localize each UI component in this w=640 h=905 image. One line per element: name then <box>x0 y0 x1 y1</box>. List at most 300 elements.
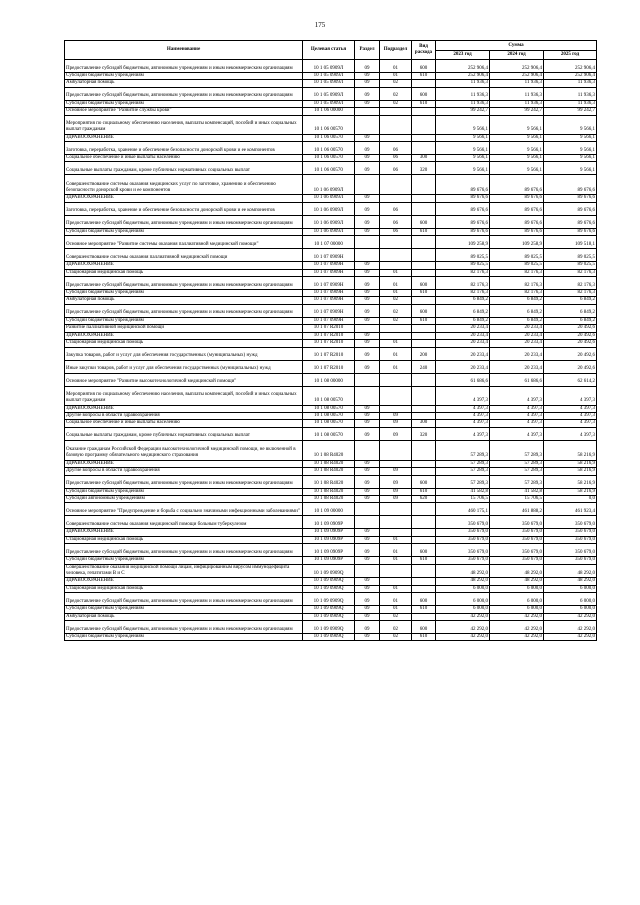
cell-sum-2024: 89 025,5 <box>490 249 544 262</box>
cell-article: 10 1 06 00570 <box>303 115 355 134</box>
cell-expense-type <box>412 195 436 202</box>
cell-name: Закупка товаров, работ и услуг для обеспечения государственных (муниципальных) нужд <box>65 347 303 360</box>
cell-subsection: 09 <box>380 468 412 475</box>
cell-sum-2023: 9 566,1 <box>436 142 490 155</box>
table-row <box>65 195 597 202</box>
table-row <box>65 488 597 495</box>
table-row <box>65 347 597 360</box>
header-subsection: Подраздел <box>380 41 412 60</box>
table-row <box>65 202 597 215</box>
cell-sum-2023: 41 582,8 <box>436 488 490 495</box>
cell-expense-type: 610 <box>412 488 436 495</box>
table-row <box>65 495 597 502</box>
table-row <box>65 269 597 276</box>
cell-sum-2025: 20 492,6 <box>544 325 597 332</box>
cell-name: Основное мероприятие "Развитие высокотехнологичной медицинской помощи" <box>65 373 303 386</box>
cell-sum-2025: 58 216,9 <box>544 460 597 467</box>
cell-article: 10 1 09 0909Q <box>303 578 355 585</box>
cell-name: Предоставление субсидий бюджетным, автономным учреждениям и иным некоммерческим организациям <box>65 304 303 317</box>
cell-sum-2023: 89 676,6 <box>436 215 490 228</box>
cell-name: Социальные выплаты гражданам, кроме публичных нормативных социальных выплат <box>65 427 303 440</box>
cell-sum-2025: 109 518,1 <box>544 236 597 249</box>
cell-section <box>355 249 380 262</box>
cell-expense-type <box>412 585 436 592</box>
cell-section: 09 <box>355 332 380 339</box>
cell-name: Социальные выплаты гражданам, кроме публичных нормативных социальных выплат <box>65 162 303 175</box>
cell-name: Предоставление субсидий бюджетным, автономным учреждениям и иным некоммерческим организациям <box>65 593 303 606</box>
table-row <box>65 162 597 175</box>
header-year-2025: 2025 год <box>544 51 597 60</box>
table-row <box>65 277 597 290</box>
cell-article: 10 1 08 R4020 <box>303 440 355 460</box>
cell-sum-2023: 89 676,6 <box>436 175 490 195</box>
cell-name: Предоставление субсидий бюджетным, автономным учреждениям и иным некоммерческим организациям <box>65 60 303 73</box>
cell-sum-2023: 20 233,4 <box>436 360 490 373</box>
cell-expense-type <box>412 405 436 412</box>
cell-sum-2023: 57 289,3 <box>436 460 490 467</box>
cell-name: Предоставление субсидий бюджетным, автономным учреждениям и иным некоммерческим организациям <box>65 87 303 100</box>
header-expense-type: Вид расхода <box>412 41 436 60</box>
cell-expense-type: 200 <box>412 347 436 360</box>
table-row <box>65 593 597 606</box>
cell-subsection: 06 <box>380 162 412 175</box>
cell-sum-2025: 6 849,2 <box>544 297 597 304</box>
cell-sum-2025: 89 676,6 <box>544 228 597 235</box>
cell-article: 10 1 05 0909Л <box>303 60 355 73</box>
cell-subsection: 01 <box>380 269 412 276</box>
table-row <box>65 405 597 412</box>
cell-subsection <box>380 332 412 339</box>
cell-name: Совершенствование системы оказания медицинских услуг по заготовке, хранению и обеспечению безопасности донорской крови и ее компонентов <box>65 175 303 195</box>
cell-name: ЗДРАВООХРАНЕНИЕ <box>65 134 303 141</box>
cell-subsection: 02 <box>380 304 412 317</box>
cell-sum-2023: 82 176,3 <box>436 290 490 297</box>
cell-subsection <box>380 440 412 460</box>
cell-sum-2024: 57 289,3 <box>490 468 544 475</box>
cell-sum-2024: 48 292,0 <box>490 564 544 578</box>
cell-sum-2023: 6 000,0 <box>436 593 490 606</box>
cell-name: Субсидии бюджетным учреждениям <box>65 606 303 613</box>
cell-sum-2023: 61 686,6 <box>436 373 490 386</box>
cell-expense-type <box>412 503 436 516</box>
cell-sum-2024: 11 936,3 <box>490 87 544 100</box>
cell-article: 10 1 09 0909Р <box>303 557 355 564</box>
cell-article: 10 1 08 R4020 <box>303 460 355 467</box>
table-row <box>65 236 597 249</box>
cell-sum-2025: 82 176,3 <box>544 269 597 276</box>
cell-name: ЗДРАВООХРАНЕНИЕ <box>65 405 303 412</box>
cell-section <box>355 386 380 405</box>
cell-expense-type <box>412 340 436 347</box>
cell-sum-2024: 252 906,4 <box>490 73 544 80</box>
cell-article: 10 1 09 0909Р <box>303 536 355 543</box>
cell-sum-2023: 350 679,0 <box>436 536 490 543</box>
cell-subsection: 02 <box>380 613 412 620</box>
table-row <box>65 73 597 80</box>
cell-sum-2024: 57 289,3 <box>490 460 544 467</box>
cell-article: 10 1 06 00570 <box>303 142 355 155</box>
cell-name: Амбулаторная помощь <box>65 80 303 87</box>
table-row <box>65 503 597 516</box>
cell-article: 10 1 06 0909Л <box>303 202 355 215</box>
cell-sum-2025: 9 566,1 <box>544 162 597 175</box>
cell-sum-2025: 58 216,9 <box>544 475 597 488</box>
cell-sum-2025: 82 176,3 <box>544 277 597 290</box>
cell-sum-2024: 57 289,3 <box>490 475 544 488</box>
table-row <box>65 297 597 304</box>
table-row <box>65 175 597 195</box>
cell-section: 09 <box>355 297 380 304</box>
cell-sum-2025: 42 292,0 <box>544 613 597 620</box>
cell-subsection <box>380 460 412 467</box>
cell-subsection: 06 <box>380 142 412 155</box>
cell-sum-2024: 9 566,1 <box>490 162 544 175</box>
cell-section: 09 <box>355 495 380 502</box>
cell-sum-2024: 350 679,0 <box>490 557 544 564</box>
header-year-2023: 2023 год <box>436 51 490 60</box>
cell-section: 09 <box>355 290 380 297</box>
cell-expense-type: 600 <box>412 87 436 100</box>
cell-sum-2023: 42 292,0 <box>436 613 490 620</box>
cell-sum-2024: 61 686,6 <box>490 373 544 386</box>
cell-sum-2025: 42 292,0 <box>544 621 597 634</box>
cell-article: 10 1 09 0909Q <box>303 606 355 613</box>
cell-name: Субсидии бюджетным учреждениям <box>65 100 303 107</box>
cell-sum-2025: 48 292,0 <box>544 578 597 585</box>
page-number: 175 <box>314 21 326 29</box>
table-header <box>65 41 597 60</box>
cell-name: Стационарная медицинская помощь <box>65 340 303 347</box>
cell-sum-2024: 9 566,1 <box>490 155 544 162</box>
cell-subsection: 02 <box>380 80 412 87</box>
cell-sum-2024: 6 849,2 <box>490 304 544 317</box>
cell-section: 09 <box>355 215 380 228</box>
cell-sum-2025: 6 849,2 <box>544 304 597 317</box>
cell-sum-2023: 9 566,1 <box>436 162 490 175</box>
cell-sum-2025: 11 936,3 <box>544 80 597 87</box>
cell-name: ЗДРАВООХРАНЕНИЕ <box>65 578 303 585</box>
table-row <box>65 536 597 543</box>
cell-sum-2025: 0,0 <box>544 495 597 502</box>
cell-sum-2023: 4 397,3 <box>436 386 490 405</box>
table-row <box>65 215 597 228</box>
cell-sum-2024: 4 397,3 <box>490 405 544 412</box>
cell-subsection: 01 <box>380 360 412 373</box>
cell-name: Предоставление субсидий бюджетным, автономным учреждениям и иным некоммерческим организациям <box>65 621 303 634</box>
cell-article: 10 1 08 R4020 <box>303 488 355 495</box>
cell-sum-2024: 4 397,3 <box>490 412 544 419</box>
cell-sum-2025: 82 176,3 <box>544 290 597 297</box>
cell-sum-2025: 11 936,3 <box>544 100 597 107</box>
table-row <box>65 87 597 100</box>
table-row <box>65 634 597 641</box>
cell-section: 09 <box>355 340 380 347</box>
cell-name: Субсидии бюджетным учреждениям <box>65 634 303 641</box>
cell-sum-2024: 11 936,3 <box>490 100 544 107</box>
cell-section: 09 <box>355 80 380 87</box>
cell-article: 10 1 08 00570 <box>303 427 355 440</box>
table-row <box>65 460 597 467</box>
cell-sum-2024: 82 176,3 <box>490 290 544 297</box>
cell-subsection: 01 <box>380 340 412 347</box>
cell-sum-2023: 109 258,9 <box>436 236 490 249</box>
cell-name: ЗДРАВООХРАНЕНИЕ <box>65 332 303 339</box>
cell-expense-type <box>412 175 436 195</box>
cell-article: 10 1 06 00000 <box>303 108 355 115</box>
cell-article: 10 1 09 0909Q <box>303 613 355 620</box>
cell-sum-2023: 4 397,3 <box>436 405 490 412</box>
cell-sum-2023: 252 906,4 <box>436 73 490 80</box>
cell-article: 10 1 08 00570 <box>303 420 355 427</box>
cell-section: 09 <box>355 304 380 317</box>
cell-sum-2025: 99 242,7 <box>544 108 597 115</box>
cell-sum-2024: 57 289,3 <box>490 440 544 460</box>
cell-subsection: 06 <box>380 215 412 228</box>
cell-article: 10 1 08 00000 <box>303 373 355 386</box>
cell-sum-2025: 89 676,6 <box>544 215 597 228</box>
cell-name: ЗДРАВООХРАНЕНИЕ <box>65 262 303 269</box>
cell-article: 10 1 07 0909Н <box>303 277 355 290</box>
cell-article: 10 1 07 R2010 <box>303 340 355 347</box>
table-body <box>65 60 597 641</box>
cell-sum-2024: 4 397,3 <box>490 427 544 440</box>
cell-sum-2024: 20 233,4 <box>490 347 544 360</box>
table-row <box>65 325 597 332</box>
cell-subsection: 01 <box>380 60 412 73</box>
cell-subsection: 01 <box>380 557 412 564</box>
cell-section: 09 <box>355 269 380 276</box>
cell-name: Субсидии автономным учреждениям <box>65 495 303 502</box>
cell-subsection: 09 <box>380 420 412 427</box>
cell-subsection: 01 <box>380 73 412 80</box>
table-row <box>65 317 597 324</box>
cell-article: 10 1 07 0909Н <box>303 249 355 262</box>
cell-sum-2023: 20 233,4 <box>436 340 490 347</box>
table-row <box>65 578 597 585</box>
table-row <box>65 613 597 620</box>
cell-sum-2023: 6 849,2 <box>436 297 490 304</box>
cell-subsection: 02 <box>380 634 412 641</box>
cell-section: 09 <box>355 412 380 419</box>
cell-name: Развитие паллиативной медицинской помощи <box>65 325 303 332</box>
cell-expense-type: 620 <box>412 495 436 502</box>
cell-sum-2023: 48 292,0 <box>436 578 490 585</box>
cell-subsection: 06 <box>380 202 412 215</box>
cell-sum-2023: 20 233,4 <box>436 332 490 339</box>
cell-name: Заготовка, переработка, хранение и обеспечение безопасности донорской крови и ее компонентов <box>65 142 303 155</box>
cell-section: 09 <box>355 488 380 495</box>
cell-sum-2023: 89 025,5 <box>436 262 490 269</box>
cell-subsection: 06 <box>380 228 412 235</box>
cell-sum-2023: 48 292,0 <box>436 564 490 578</box>
cell-expense-type <box>412 412 436 419</box>
cell-section: 09 <box>355 557 380 564</box>
cell-name: Социальное обеспечение и иные выплаты населению <box>65 420 303 427</box>
cell-article: 10 1 06 0909Л <box>303 175 355 195</box>
cell-expense-type: 610 <box>412 73 436 80</box>
table-row <box>65 412 597 419</box>
cell-name: Субсидии бюджетным учреждениям <box>65 488 303 495</box>
cell-sum-2024: 15 706,5 <box>490 495 544 502</box>
cell-sum-2023: 11 936,3 <box>436 80 490 87</box>
cell-sum-2023: 4 397,3 <box>436 412 490 419</box>
cell-sum-2024: 6 000,0 <box>490 606 544 613</box>
cell-sum-2025: 9 566,1 <box>544 115 597 134</box>
cell-sum-2025: 11 936,3 <box>544 87 597 100</box>
cell-subsection: 02 <box>380 297 412 304</box>
cell-expense-type: 300 <box>412 420 436 427</box>
cell-sum-2023: 350 679,0 <box>436 544 490 557</box>
cell-article: 10 1 07 00000 <box>303 236 355 249</box>
cell-sum-2025: 89 676,6 <box>544 175 597 195</box>
cell-section: 09 <box>355 73 380 80</box>
cell-expense-type <box>412 108 436 115</box>
cell-sum-2023: 42 292,0 <box>436 634 490 641</box>
cell-name: Предоставление субсидий бюджетным, автономным учреждениям и иным некоммерческим организациям <box>65 544 303 557</box>
cell-article: 10 1 09 0909Р <box>303 516 355 529</box>
cell-expense-type <box>412 297 436 304</box>
cell-sum-2024: 109 258,9 <box>490 236 544 249</box>
cell-expense-type <box>412 142 436 155</box>
cell-sum-2023: 9 566,1 <box>436 115 490 134</box>
cell-sum-2025: 48 292,0 <box>544 564 597 578</box>
table-row <box>65 142 597 155</box>
cell-expense-type: 610 <box>412 317 436 324</box>
cell-sum-2025: 62 614,2 <box>544 373 597 386</box>
cell-expense-type <box>412 115 436 134</box>
cell-name: Основное мероприятие "Развитие службы крови" <box>65 108 303 115</box>
table-row <box>65 290 597 297</box>
cell-sum-2025: 6 000,0 <box>544 585 597 592</box>
cell-article: 10 1 09 0909Q <box>303 621 355 634</box>
cell-sum-2025: 6 000,0 <box>544 606 597 613</box>
table-row <box>65 621 597 634</box>
cell-article: 10 1 09 00000 <box>303 503 355 516</box>
cell-section: 09 <box>355 593 380 606</box>
cell-sum-2023: 350 679,0 <box>436 529 490 536</box>
cell-name: Совершенствование системы оказания медицинской помощи больным туберкулезом <box>65 516 303 529</box>
cell-expense-type <box>412 564 436 578</box>
cell-sum-2024: 82 176,3 <box>490 269 544 276</box>
cell-subsection <box>380 115 412 134</box>
cell-sum-2024: 20 233,4 <box>490 340 544 347</box>
cell-sum-2023: 350 679,0 <box>436 516 490 529</box>
cell-sum-2023: 9 566,1 <box>436 134 490 141</box>
cell-sum-2023: 252 906,4 <box>436 60 490 73</box>
cell-sum-2025: 20 492,6 <box>544 340 597 347</box>
cell-article: 10 1 08 00570 <box>303 412 355 419</box>
cell-sum-2025: 89 676,6 <box>544 195 597 202</box>
cell-sum-2024: 9 566,1 <box>490 134 544 141</box>
cell-article: 10 1 07 0909Н <box>303 290 355 297</box>
cell-section <box>355 115 380 134</box>
cell-section: 09 <box>355 142 380 155</box>
table-row <box>65 115 597 134</box>
cell-subsection: 01 <box>380 585 412 592</box>
cell-section: 09 <box>355 347 380 360</box>
cell-section: 09 <box>355 529 380 536</box>
cell-expense-type: 610 <box>412 290 436 297</box>
cell-subsection <box>380 578 412 585</box>
cell-article: 10 1 09 0909Q <box>303 634 355 641</box>
cell-sum-2023: 11 936,3 <box>436 100 490 107</box>
cell-article: 10 1 06 00570 <box>303 162 355 175</box>
cell-expense-type <box>412 325 436 332</box>
cell-expense-type: 300 <box>412 155 436 162</box>
cell-name: Субсидии бюджетным учреждениям <box>65 557 303 564</box>
header-sum: Сумма <box>436 41 597 51</box>
cell-subsection <box>380 373 412 386</box>
cell-sum-2023: 89 676,6 <box>436 202 490 215</box>
table-row <box>65 60 597 73</box>
table-row <box>65 544 597 557</box>
cell-expense-type <box>412 386 436 405</box>
cell-expense-type: 610 <box>412 557 436 564</box>
cell-sum-2025: 461 923,4 <box>544 503 597 516</box>
table-row <box>65 228 597 235</box>
cell-sum-2023: 57 289,3 <box>436 440 490 460</box>
cell-section: 09 <box>355 544 380 557</box>
cell-expense-type: 600 <box>412 544 436 557</box>
cell-section: 09 <box>355 634 380 641</box>
table-row <box>65 108 597 115</box>
cell-sum-2024: 20 233,4 <box>490 360 544 373</box>
cell-subsection: 01 <box>380 593 412 606</box>
header-article: Целевая статья <box>303 41 355 60</box>
cell-article: 10 1 06 00570 <box>303 155 355 162</box>
cell-sum-2024: 6 000,0 <box>490 593 544 606</box>
cell-sum-2025: 4 397,3 <box>544 420 597 427</box>
cell-section: 09 <box>355 468 380 475</box>
cell-sum-2024: 9 566,1 <box>490 142 544 155</box>
cell-expense-type: 600 <box>412 215 436 228</box>
cell-sum-2024: 89 676,6 <box>490 215 544 228</box>
cell-subsection <box>380 236 412 249</box>
cell-section <box>355 236 380 249</box>
cell-sum-2023: 82 176,3 <box>436 269 490 276</box>
cell-expense-type <box>412 613 436 620</box>
cell-sum-2023: 460 175,1 <box>436 503 490 516</box>
cell-subsection <box>380 386 412 405</box>
cell-sum-2023: 89 025,5 <box>436 249 490 262</box>
cell-sum-2023: 20 233,4 <box>436 325 490 332</box>
cell-section: 09 <box>355 134 380 141</box>
table-row <box>65 468 597 475</box>
cell-sum-2025: 20 492,6 <box>544 347 597 360</box>
cell-expense-type <box>412 262 436 269</box>
cell-sum-2025: 58 216,9 <box>544 488 597 495</box>
cell-expense-type: 600 <box>412 475 436 488</box>
cell-section: 09 <box>355 277 380 290</box>
cell-sum-2023: 42 292,0 <box>436 621 490 634</box>
cell-subsection: 01 <box>380 536 412 543</box>
cell-sum-2024: 82 176,3 <box>490 277 544 290</box>
cell-sum-2024: 11 936,3 <box>490 80 544 87</box>
table-row <box>65 516 597 529</box>
cell-sum-2024: 20 233,4 <box>490 325 544 332</box>
cell-sum-2024: 20 233,4 <box>490 332 544 339</box>
cell-sum-2025: 350 679,0 <box>544 536 597 543</box>
cell-article: 10 1 06 0909Л <box>303 228 355 235</box>
cell-section <box>355 503 380 516</box>
cell-expense-type: 600 <box>412 277 436 290</box>
cell-subsection <box>380 108 412 115</box>
cell-sum-2023: 6 849,2 <box>436 317 490 324</box>
cell-name: Субсидии бюджетным учреждениям <box>65 228 303 235</box>
cell-expense-type <box>412 134 436 141</box>
cell-name: Амбулаторная помощь <box>65 297 303 304</box>
cell-expense-type: 600 <box>412 304 436 317</box>
